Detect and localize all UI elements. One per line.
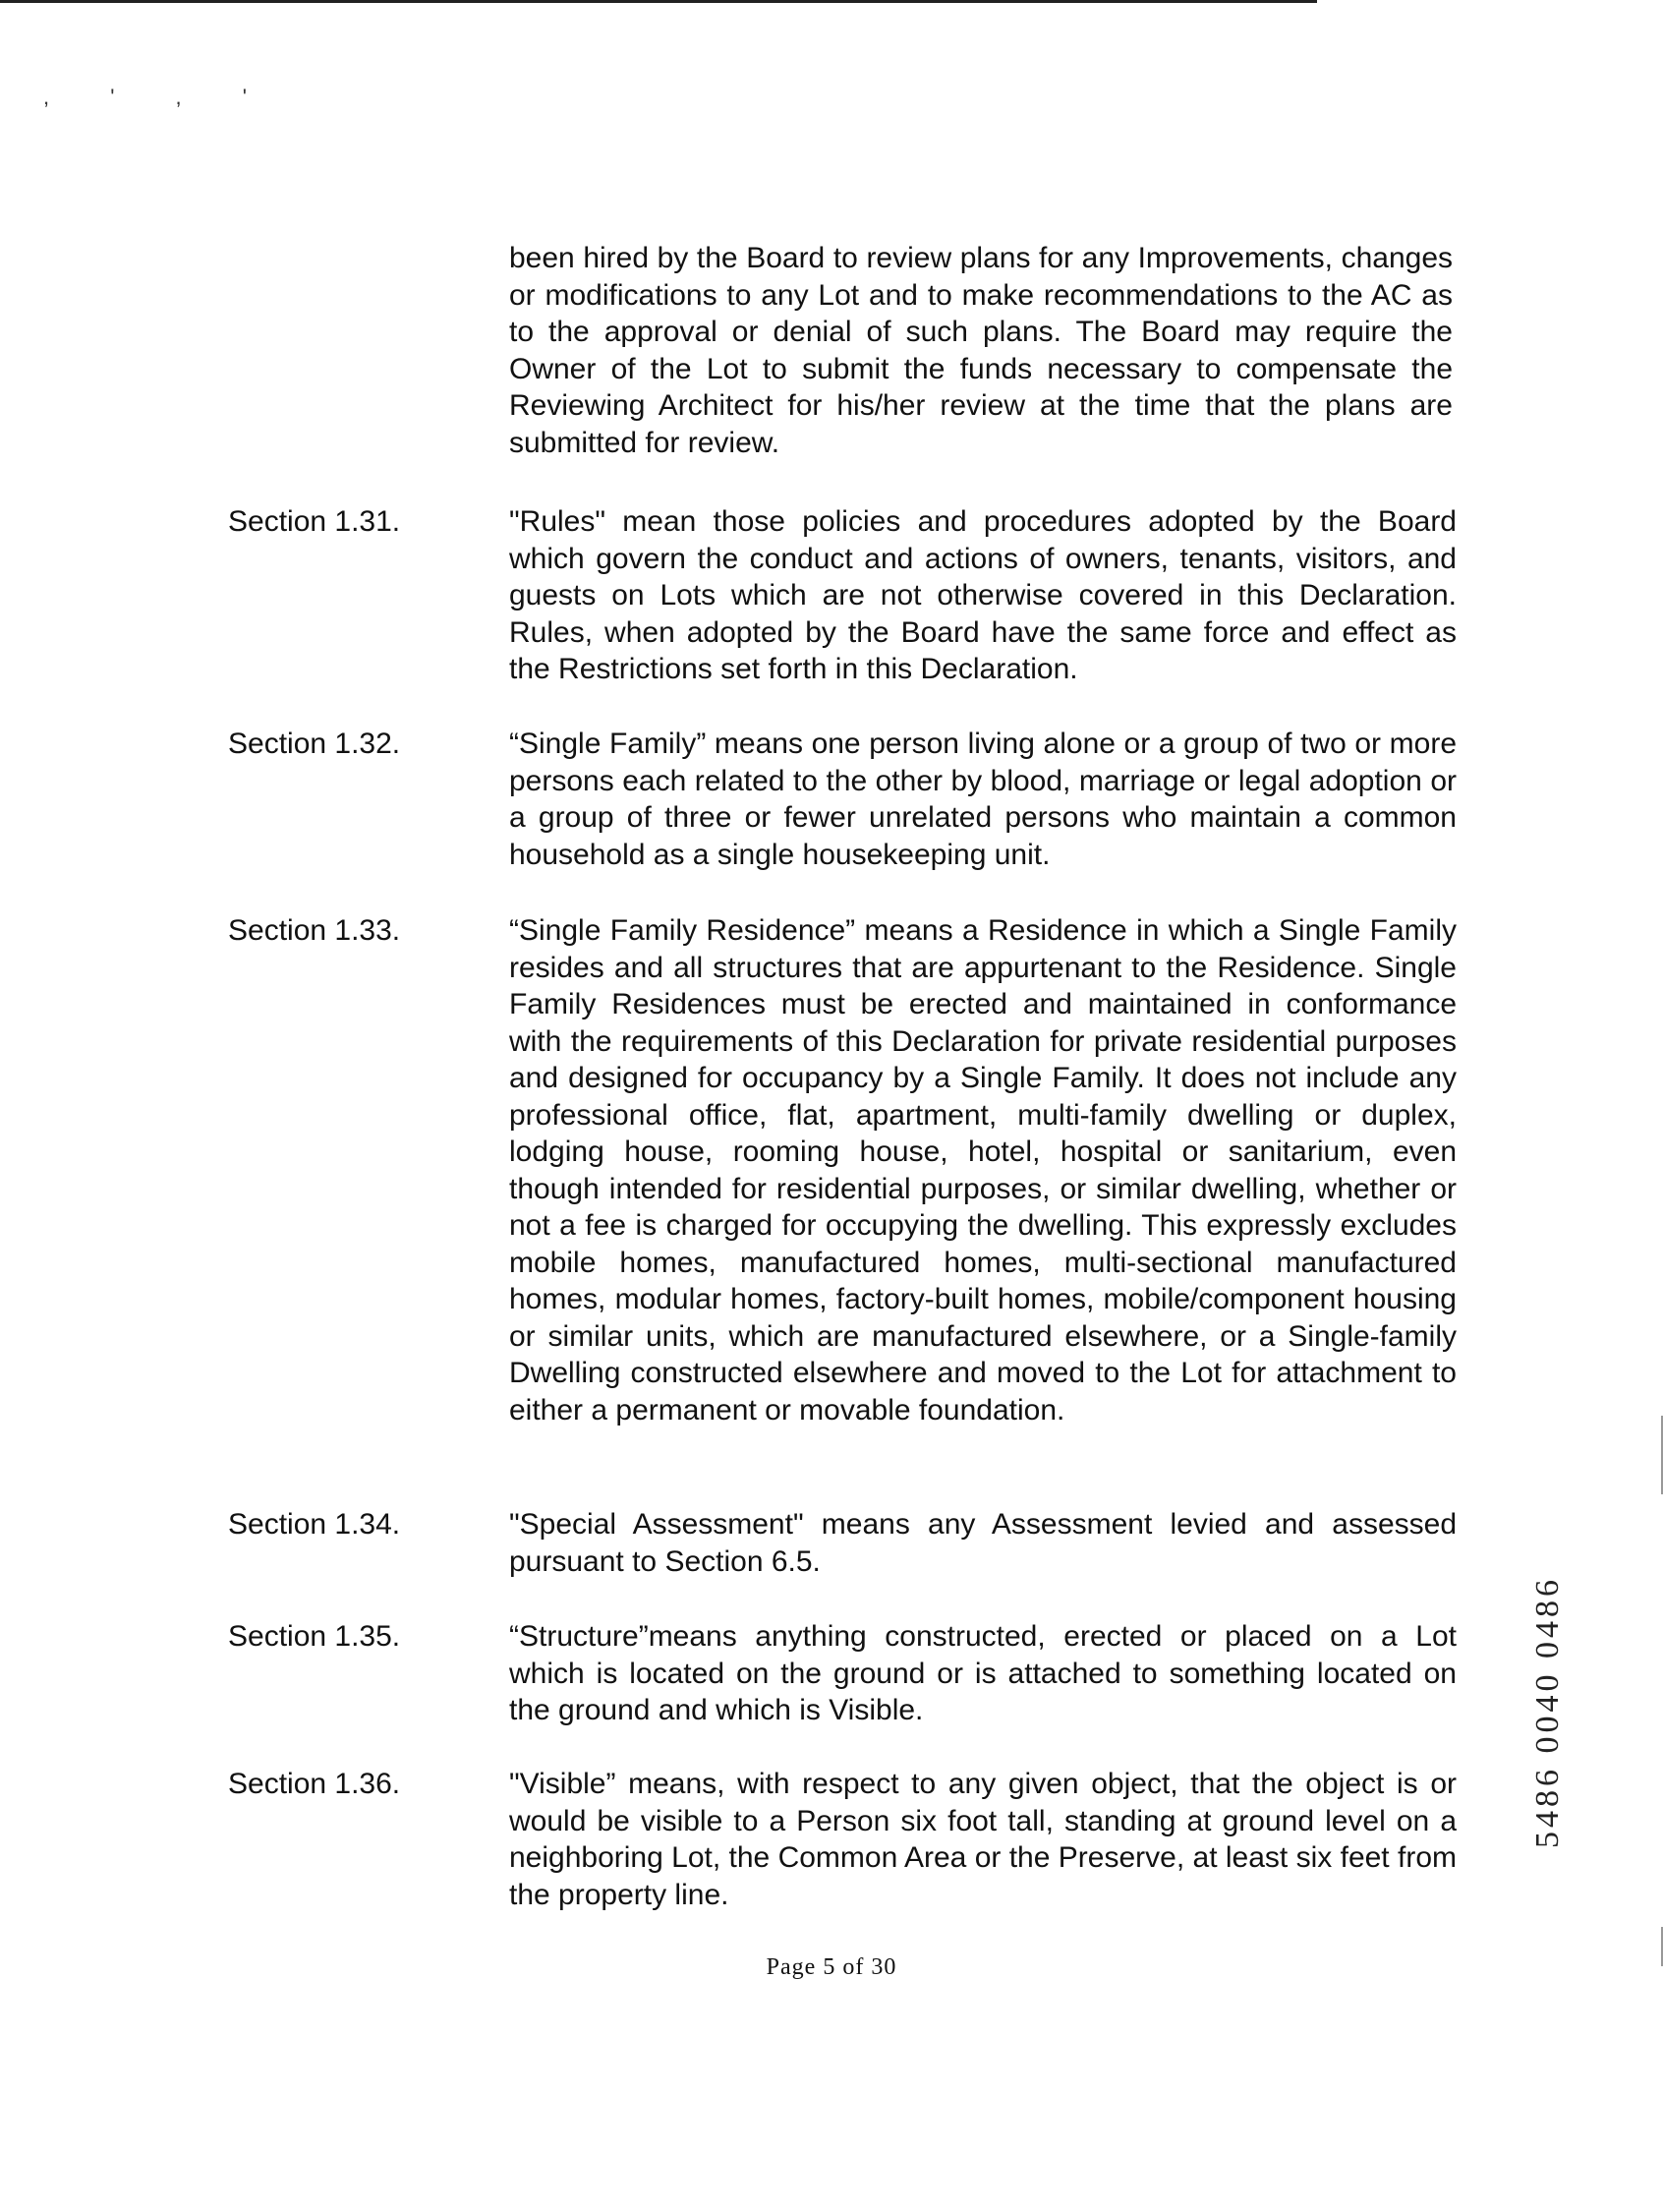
section-text: “Single Family Residence” means a Residence in which a Single Family resides and all structures that are appurtenant to the Residence. Single Family Residences must be erected and maintained in conformance with the requirements of this Declaration for private residential purposes and designed for occupancy by a Single Family. It does not include any professional office, flat, apartment, multi-family dwelling or duplex, lodging house, rooming house, hotel, hospital or sanitarium, even though intended for residential purposes, or similar dwelling, whether or not a fee is charged for occupying the dwelling. This expressly excludes mobile homes, manufactured homes, multi-sectional manufactured homes, modular homes, factory-built homes, mobile/component housing or similar units, which are manufactured elsewhere, or a Single-family Dwelling constructed elsewhere and moved to the Lot for attachment to either a permanent or movable foundation.: [509, 914, 1457, 1426]
section-text: "Visible” means, with respect to any given object, that the object is or would be visible to a Person six foot tall, standing at ground level on a neighboring Lot, the Common Area or the Preserve, at least six feet from the property line.: [509, 1768, 1457, 1911]
section-label: Section 1.32.: [228, 728, 401, 760]
section-1-35: [228, 1618, 1457, 1729]
section-1-31: [228, 503, 1457, 688]
section-label: Section 1.31.: [228, 505, 401, 538]
margin-document-number: 5486 0040 0486: [1529, 1576, 1566, 1848]
section-1-33: [228, 912, 1457, 1428]
section-label: Section 1.33.: [228, 914, 401, 947]
section-text: "Rules" mean those policies and procedures adopted by the Board which govern the conduct and actions of owners, tenants, visitors, and guests on Lots which are not otherwise covered in this Declaration. Rules, when adopted by the Board have the same force and effect as the Restrictions set forth in this Declaration.: [509, 505, 1457, 685]
section-label: Section 1.34.: [228, 1508, 401, 1541]
intro-paragraph: been hired by the Board to review plans for any Improvements, changes or modifications to any Lot and to make recommendations to the AC as to the approval or denial of such plans. The Board may require the Owner of the Lot to submit the funds necessary to compensate the Reviewing Architect for his/her review at the time that the plans are submitted for review.: [509, 242, 1453, 459]
section-1-32: [228, 726, 1457, 873]
scan-border-line: [0, 0, 1317, 3]
section-label: Section 1.36.: [228, 1768, 401, 1800]
page-number: Page 5 of 30: [766, 1954, 897, 1980]
section-label: Section 1.35.: [228, 1620, 401, 1653]
scan-marks: , ' , ': [43, 85, 274, 109]
section-text: “Structure”means anything constructed, erected or placed on a Lot which is located on the ground or is attached to something located on the ground and which is Visible.: [509, 1620, 1457, 1726]
section-text: “Single Family” means one person living alone or a group of two or more persons each related to the other by blood, marriage or legal adoption or a group of three or fewer unrelated persons who maintain a common household as a single housekeeping unit.: [509, 728, 1457, 871]
section-1-34: [228, 1506, 1457, 1580]
section-text: "Special Assessment" means any Assessment levied and assessed pursuant to Section 6.5.: [509, 1508, 1457, 1578]
section-1-36: [228, 1766, 1457, 1913]
